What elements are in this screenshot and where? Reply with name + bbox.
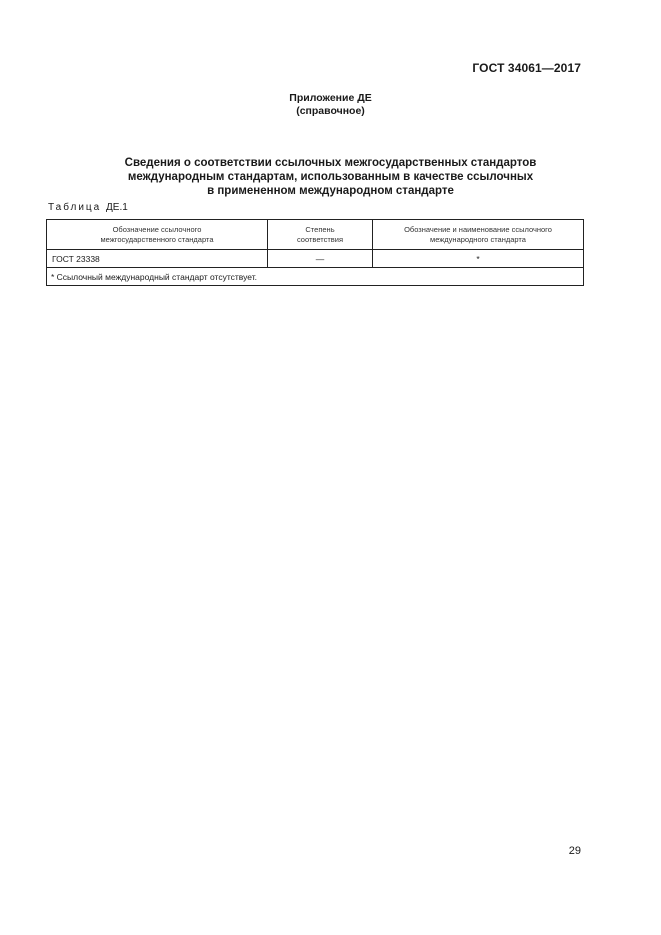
reference-table xyxy=(46,219,584,286)
column-header-degree: Степень соответствия xyxy=(268,220,373,250)
cell-degree: — xyxy=(268,250,373,268)
heading-line-2: международным стандартам, использованным в качестве ссылочных xyxy=(127,171,534,183)
column-header-international: Обозначение и наименование ссылочного международного стандарта xyxy=(373,220,584,250)
section-heading xyxy=(0,156,661,198)
heading-line-1: Сведения о соответствии ссылочных межгосударственных стандартов xyxy=(124,157,537,169)
table-header-row xyxy=(47,220,584,250)
page-number: 29 xyxy=(568,845,581,857)
table-row xyxy=(47,250,584,268)
cell-international: * xyxy=(373,250,584,268)
annex-title: Приложение ДЕ xyxy=(289,92,372,104)
table-caption xyxy=(48,202,128,213)
table-footnote-row xyxy=(47,268,584,286)
column-header-standard: Обозначение ссылочного межгосударственного стандарта xyxy=(47,220,268,250)
cell-standard: ГОСТ 23338 xyxy=(47,250,268,268)
table-caption-word: Таблица xyxy=(48,202,102,213)
table-caption-number: ДЕ.1 xyxy=(106,202,128,213)
table-footnote: * Ссылочный международный стандарт отсутствует. xyxy=(47,268,584,286)
annex-heading xyxy=(0,92,661,118)
heading-line-3: в примененном международном стандарте xyxy=(207,185,454,197)
annex-subtitle: (справочное) xyxy=(296,105,365,117)
document-code: ГОСТ 34061—2017 xyxy=(472,61,581,75)
